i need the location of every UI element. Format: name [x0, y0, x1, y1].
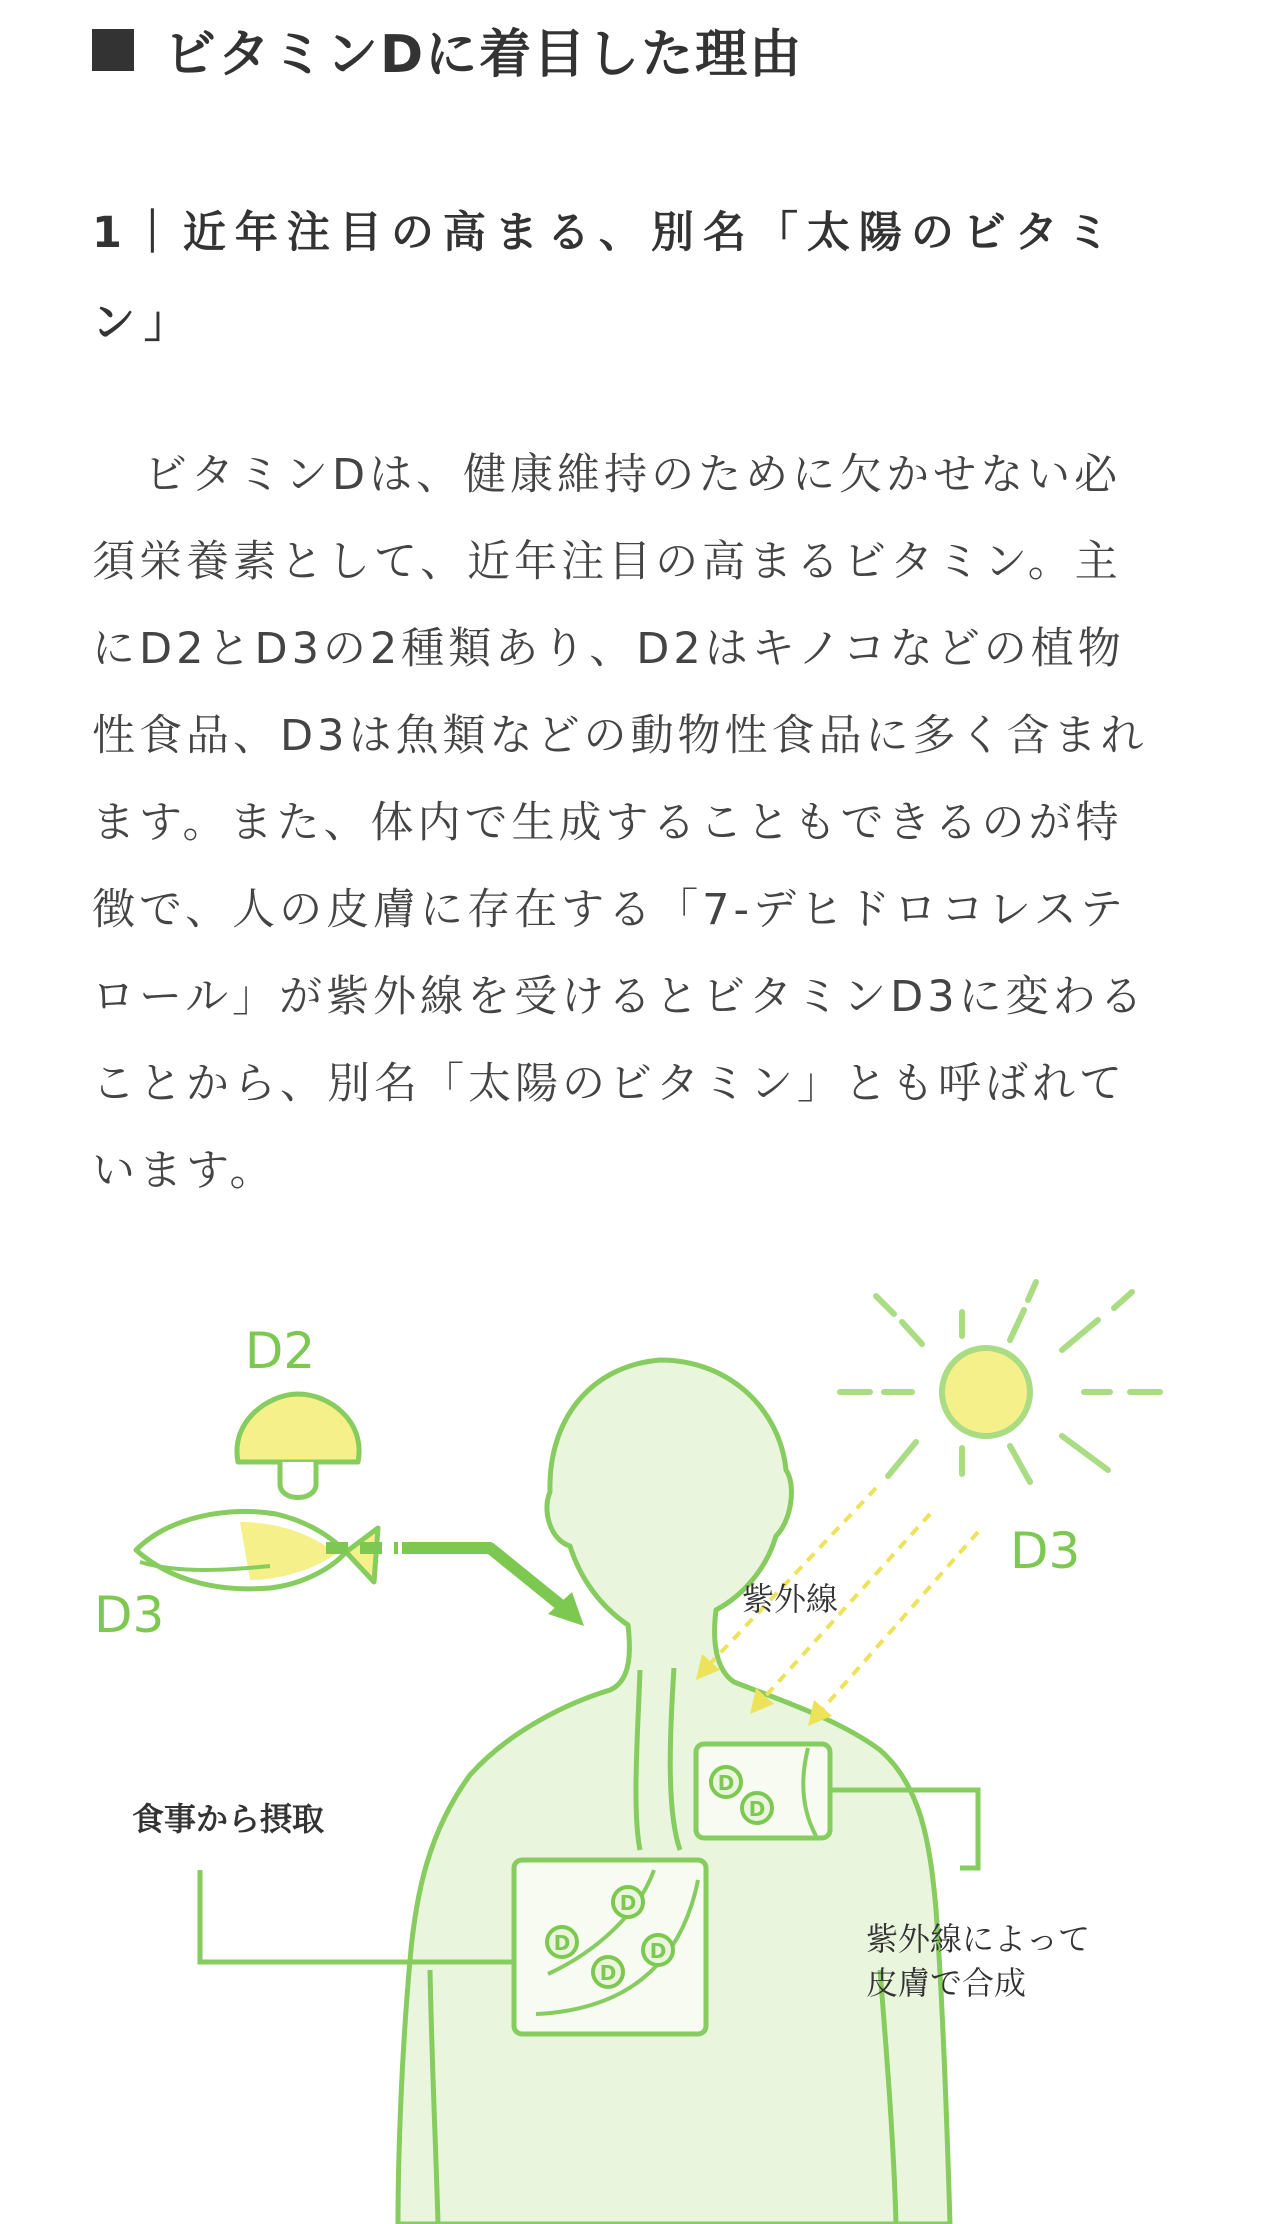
- square-bullet-icon: [92, 29, 134, 71]
- d-particle: [547, 1927, 577, 1957]
- sun-icon: [840, 1282, 1160, 1482]
- label-d3-food: D3: [94, 1586, 165, 1644]
- label-d2: D2: [244, 1322, 316, 1380]
- svg-text:D: D: [649, 1939, 667, 1963]
- vitamin-d-diagram: [80, 1270, 1190, 2224]
- d-particle: [742, 1793, 772, 1823]
- label-uv: 紫外線: [741, 1580, 839, 1618]
- svg-text:D: D: [717, 1771, 735, 1795]
- subsection-heading: 1｜近年注目の高まる、別名「太陽のビタミン」: [92, 208, 1119, 348]
- stomach-frame: [514, 1860, 706, 2034]
- vitamin-d-illustration: [80, 1270, 1190, 2224]
- label-skin-synthesis-line1: 紫外線によって: [866, 1920, 1091, 1958]
- label-d3-sun: D3: [1010, 1522, 1081, 1580]
- d-particle: [613, 1887, 643, 1917]
- section-heading: [92, 12, 803, 87]
- body-paragraph: ビタミンDは、健康維持のために欠かせない必須栄養素として、近年注目の高まるビタミン。主にD2とD3の2種類あり、D2はキノコなどの植物性食品、D3は魚類などの動物性食品に多く含まれます。また、体内で生成することもできるのが特徴で、人の皮膚に存在する「7-デヒドロコレステロール」が紫外線を受けるとビタミンD3に変わることから、別名「太陽のビタミン」とも呼ばれています。: [92, 450, 1148, 1196]
- label-diet-intake: 食事から摂取: [132, 1800, 325, 1838]
- stomach-box: [514, 1860, 706, 2034]
- label-skin-synthesis-line2: 皮膚で合成: [866, 1964, 1027, 2002]
- svg-text:D: D: [619, 1891, 637, 1915]
- d-particle: [593, 1957, 623, 1987]
- d-particle: [711, 1767, 741, 1797]
- svg-text:D: D: [599, 1961, 617, 1985]
- section-heading-text: ビタミンDに着目した理由: [164, 25, 804, 85]
- d-particle: [643, 1935, 673, 1965]
- mushroom-icon: [237, 1394, 359, 1498]
- svg-text:D: D: [553, 1931, 571, 1955]
- svg-text:D: D: [748, 1797, 766, 1821]
